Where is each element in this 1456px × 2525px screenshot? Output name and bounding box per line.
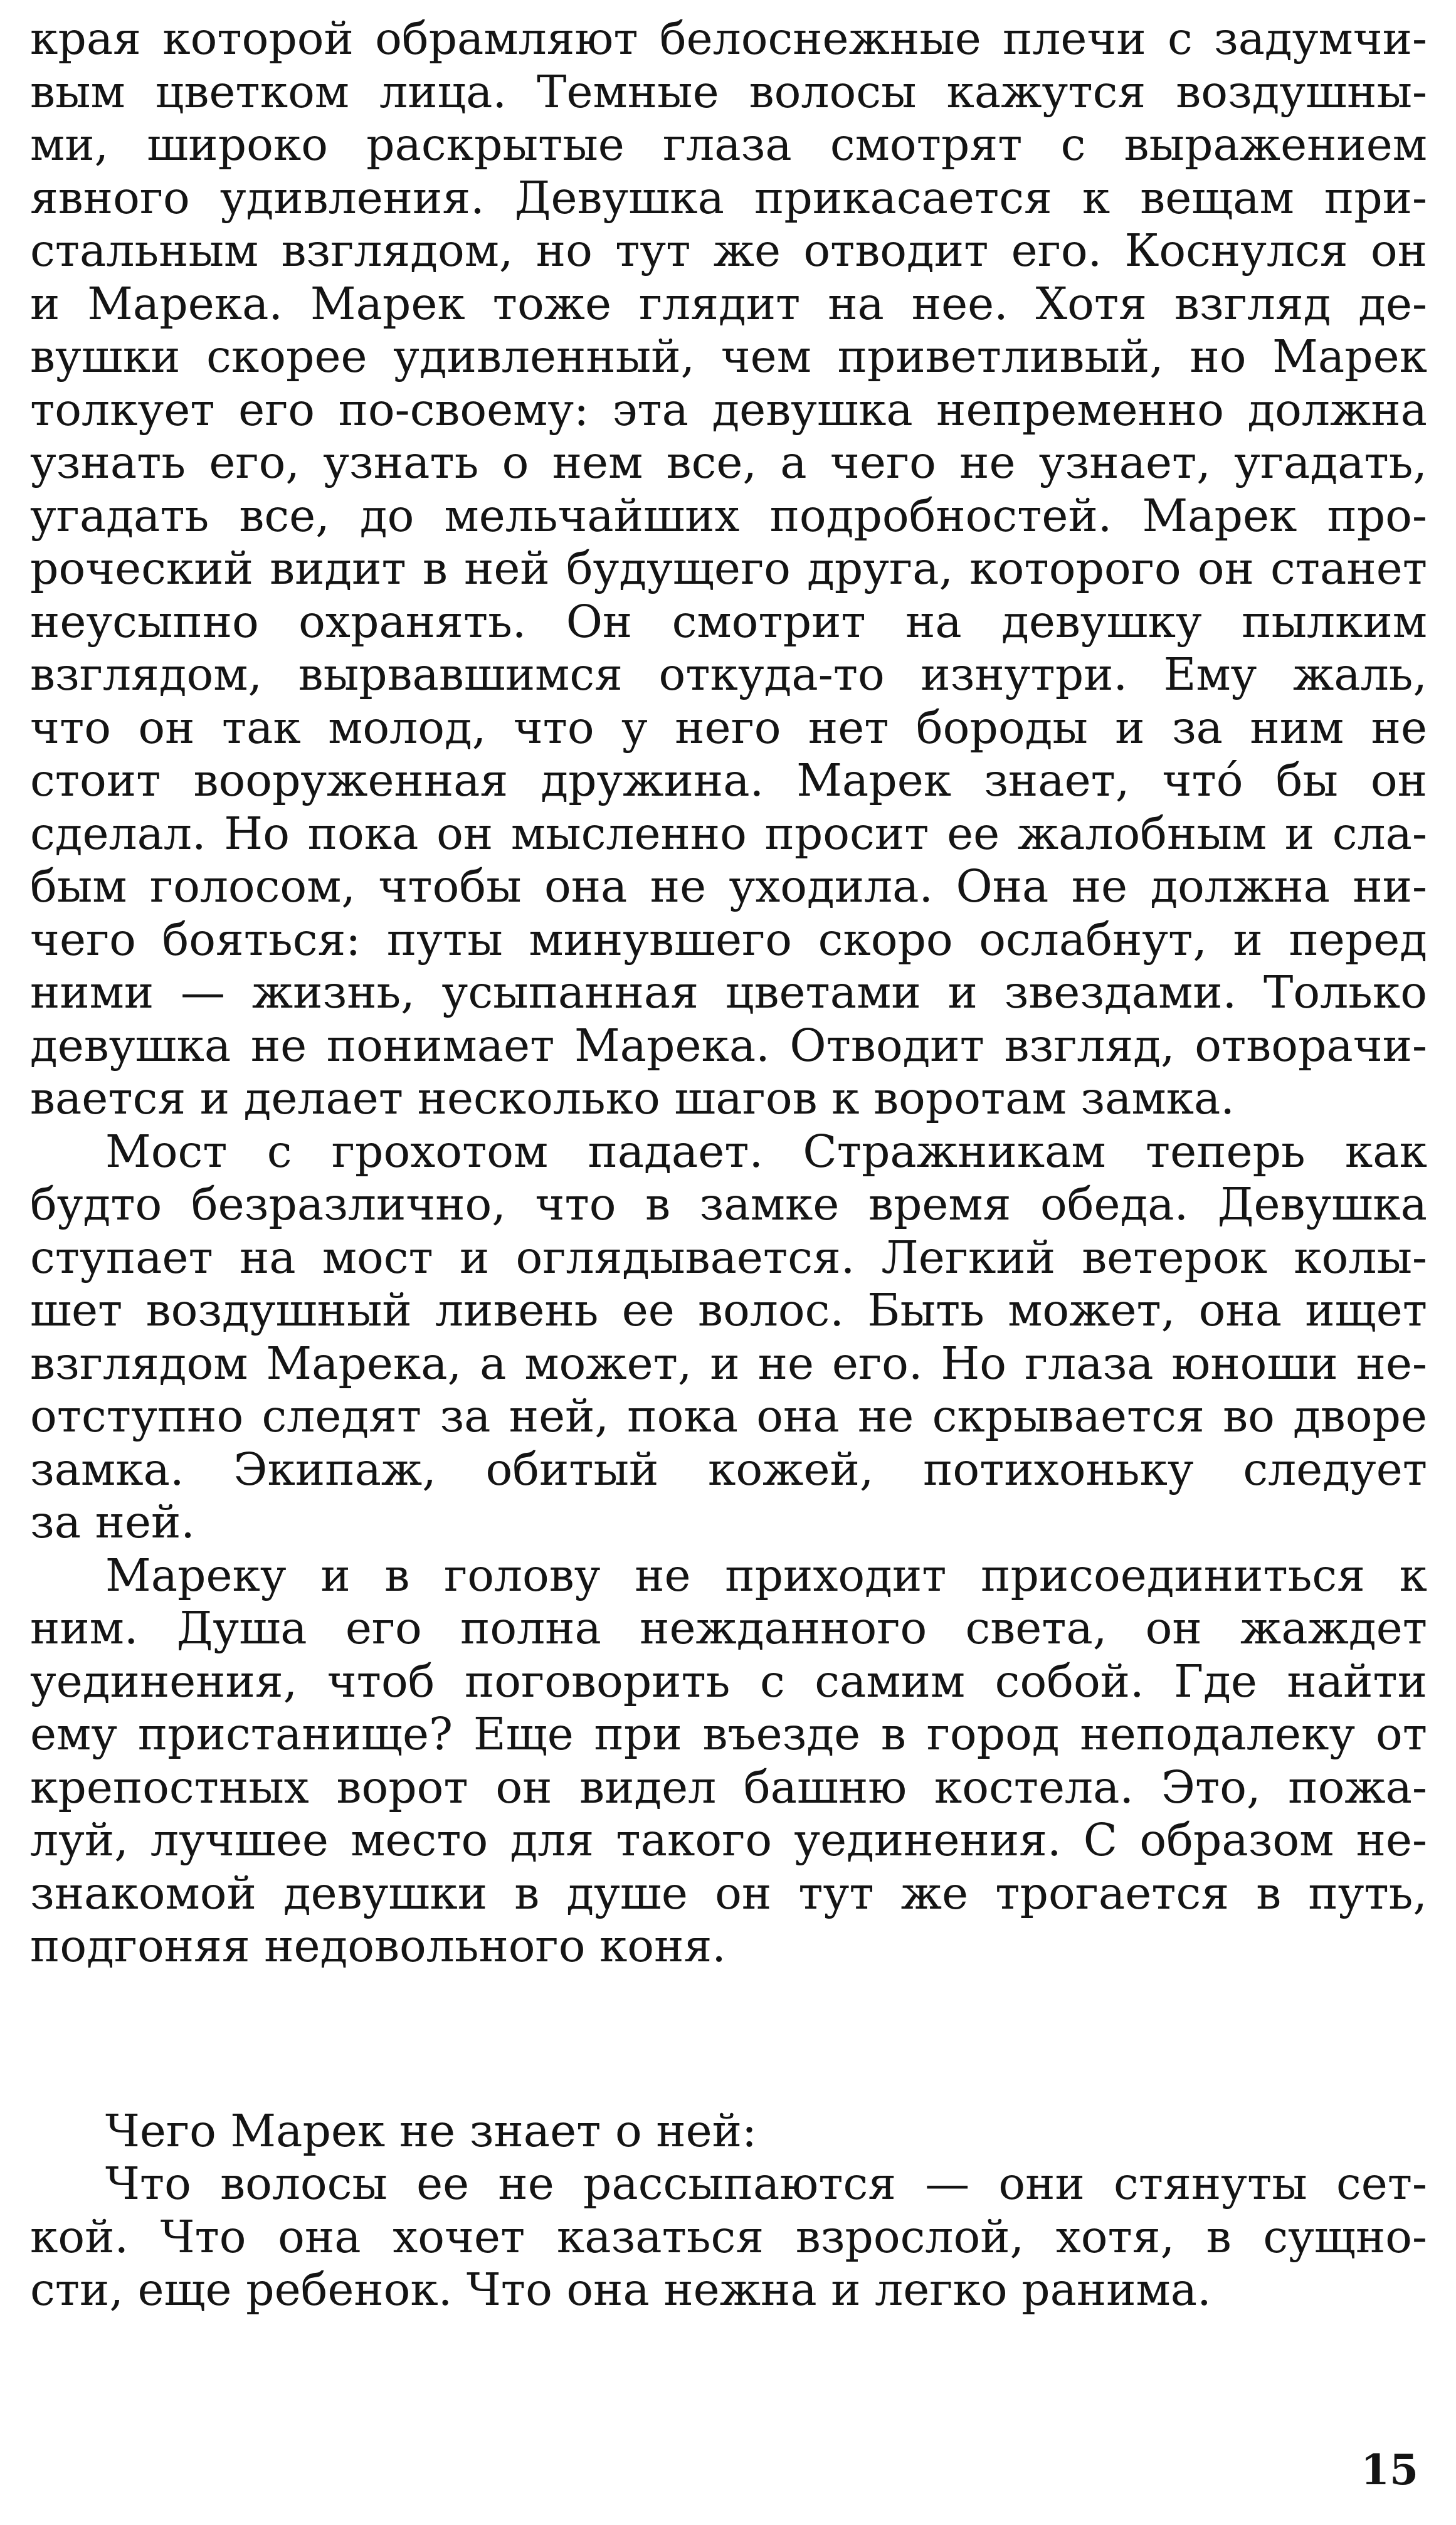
text-line: подгоняя недовольного коня. bbox=[30, 1920, 726, 1972]
text-line: шет воздушный ливень ее волос. Быть может, она ищет bbox=[30, 1284, 1427, 1336]
section-gap bbox=[30, 1973, 1427, 2105]
text-line: взглядом Марека, а может, и не его. Но глаза юноши не- bbox=[30, 1337, 1427, 1389]
text-line: сделал. Но пока он мысленно просит ее жалобным и сла- bbox=[30, 807, 1427, 860]
paragraph bbox=[30, 2158, 1427, 2317]
paragraph bbox=[30, 13, 1427, 1125]
text-line: вушки скорее удивленный, чем приветливый, но Марек bbox=[30, 330, 1427, 382]
text-line: роческий видит в ней будущего друга, которого он станет bbox=[30, 542, 1427, 594]
text-line: ним. Душа его полна нежданного света, он жаждет bbox=[30, 1602, 1427, 1654]
book-page bbox=[30, 13, 1427, 2317]
page-number: 15 bbox=[1361, 2445, 1418, 2494]
text-line: отступно следят за ней, пока она не скрывается во дворе bbox=[30, 1390, 1427, 1442]
text-line: уединения, чтоб поговорить с самим собой. Где найти bbox=[30, 1655, 1427, 1707]
text-line: ему пристанище? Еще при въезде в город неподалеку от bbox=[30, 1708, 1427, 1760]
text-line: Чего Марек не знает о ней: bbox=[105, 2104, 757, 2157]
text-line: стальным взглядом, но тут же отводит его. Коснулся он bbox=[30, 224, 1427, 277]
text-line: чего бояться: путы минувшего скоро ослабнут, и перед bbox=[30, 913, 1427, 966]
text-line: толкует его по-своему: эта девушка непременно должна bbox=[30, 383, 1427, 436]
paragraph bbox=[30, 1125, 1427, 1549]
text-line: ними — жизнь, усыпанная цветами и звездами. Только bbox=[30, 966, 1427, 1018]
text-line: ми, широко раскрытые глаза смотрят с выражением bbox=[30, 119, 1427, 171]
text-line: явного удивления. Девушка прикасается к вещам при- bbox=[30, 171, 1427, 224]
text-line: что он так молод, что у него нет бороды и за ним не bbox=[30, 701, 1427, 754]
text-line: вым цветком лица. Темные волосы кажутся воздушны- bbox=[30, 65, 1427, 118]
text-line: бым голосом, чтобы она не уходила. Она не должна ни- bbox=[30, 860, 1427, 912]
text-line: сти, еще ребенок. Что она нежна и легко ранима. bbox=[30, 2264, 1211, 2316]
text-line: неусыпно охранять. Он смотрит на девушку пылким bbox=[30, 595, 1427, 648]
text-line: и Марека. Марек тоже глядит на нее. Хотя взгляд де- bbox=[30, 277, 1427, 330]
text-line: девушка не понимает Марека. Отводит взгляд, отворачи- bbox=[30, 1019, 1427, 1072]
text-line: за ней. bbox=[30, 1496, 195, 1548]
text-line: Что волосы ее не рассыпаются — они стянуты сет- bbox=[105, 2158, 1427, 2210]
text-line: кой. Что она хочет казаться взрослой, хотя, в сущно- bbox=[30, 2210, 1427, 2263]
text-line: знакомой девушки в душе он тут же трогается в путь, bbox=[30, 1867, 1427, 1919]
text-line: взглядом, вырвавшимся откуда-то изнутри. Ему жаль, bbox=[30, 648, 1427, 700]
text-line: ступает на мост и оглядывается. Легкий ветерок колы- bbox=[30, 1231, 1427, 1284]
text-line: замка. Экипаж, обитый кожей, потихоньку следует bbox=[30, 1443, 1427, 1495]
text-line: стоит вооруженная дружина. Марек знает, что́ бы он bbox=[30, 754, 1427, 806]
text-line: Мареку и в голову не приходит присоединиться к bbox=[105, 1549, 1427, 1601]
text-line: узнать его, узнать о нем все, а чего не узнает, угадать, bbox=[30, 436, 1427, 488]
text-line: Мост с грохотом падает. Стражникам теперь как bbox=[105, 1125, 1427, 1178]
text-line: вается и делает несколько шагов к воротам замка. bbox=[30, 1072, 1235, 1124]
text-line: угадать все, до мельчайших подробностей. Марек про- bbox=[30, 489, 1427, 542]
text-line: будто безразлично, что в замке время обеда. Девушка bbox=[30, 1178, 1427, 1230]
text-line: крепостных ворот он видел башню костела. Это, пожа- bbox=[30, 1761, 1427, 1813]
paragraph bbox=[30, 2105, 1427, 2158]
text-line: края которой обрамляют белоснежные плечи с задумчи- bbox=[30, 13, 1427, 65]
paragraph bbox=[30, 1549, 1427, 1973]
text-line: луй, лучшее место для такого уединения. С образом не- bbox=[30, 1814, 1427, 1866]
